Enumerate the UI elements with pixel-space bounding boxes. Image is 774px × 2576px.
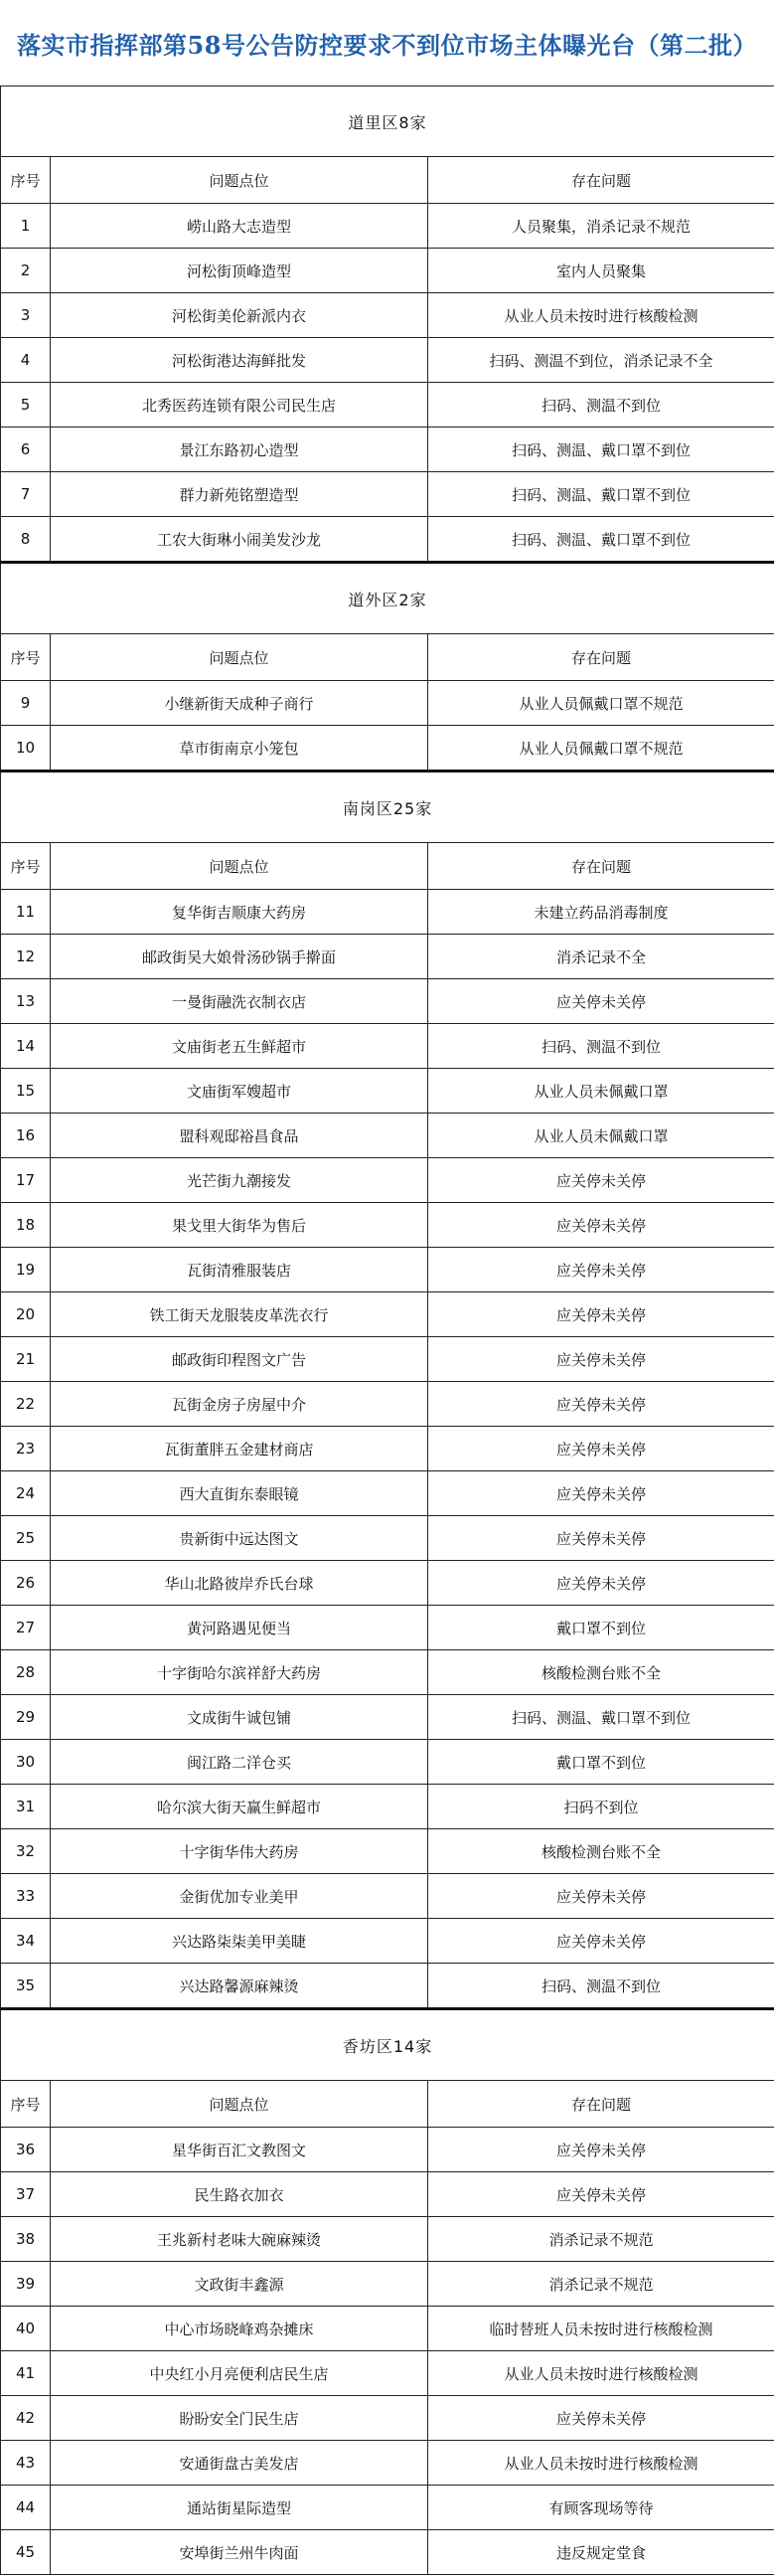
column-header-issue: 存在问题 [428, 157, 774, 204]
section-title: 南岗区25家 [1, 772, 774, 843]
table-row [1, 2486, 774, 2530]
row-index: 27 [1, 1606, 51, 1650]
table-row [1, 1158, 774, 1203]
column-header-row [1, 2081, 774, 2128]
row-location: 通站街星际造型 [51, 2486, 428, 2530]
row-index: 13 [1, 979, 51, 1024]
row-location: 文庙街老五生鲜超市 [51, 1024, 428, 1069]
row-location: 河松街美伦新派内衣 [51, 293, 428, 338]
row-issue: 戴口罩不到位 [428, 1606, 774, 1650]
row-index: 8 [1, 517, 51, 563]
row-location: 瓦街金房子房屋中介 [51, 1382, 428, 1427]
row-issue: 应关停未关停 [428, 1203, 774, 1248]
row-index: 40 [1, 2307, 51, 2351]
table-row [1, 979, 774, 1024]
row-index: 43 [1, 2441, 51, 2486]
column-header-issue: 存在问题 [428, 843, 774, 890]
table-row [1, 1427, 774, 1471]
row-location: 复华街吉顺康大药房 [51, 890, 428, 935]
table-row [1, 293, 774, 338]
row-location: 王兆新村老味大碗麻辣烫 [51, 2217, 428, 2262]
section-title: 香坊区14家 [1, 2009, 774, 2081]
row-index: 21 [1, 1337, 51, 1382]
row-location: 瓦街清雅服装店 [51, 1248, 428, 1292]
row-issue: 核酸检测台账不全 [428, 1650, 774, 1695]
row-index: 17 [1, 1158, 51, 1203]
row-issue: 从业人员未佩戴口罩 [428, 1069, 774, 1114]
row-location: 闽江路二洋仓买 [51, 1740, 428, 1785]
row-issue: 人员聚集，消杀记录不规范 [428, 204, 774, 249]
table-row [1, 2262, 774, 2307]
column-header-location: 问题点位 [51, 634, 428, 681]
column-header-location: 问题点位 [51, 157, 428, 204]
row-index: 14 [1, 1024, 51, 1069]
row-issue: 扫码、测温、戴口罩不到位 [428, 1695, 774, 1740]
row-location: 西大直街东泰眼镜 [51, 1471, 428, 1516]
table-row [1, 1024, 774, 1069]
table-row [1, 1561, 774, 1606]
row-location: 中央红小月亮便利店民生店 [51, 2351, 428, 2396]
row-index: 5 [1, 383, 51, 428]
row-issue: 应关停未关停 [428, 1919, 774, 1964]
section-header-row [1, 86, 774, 157]
row-location: 民生路衣加衣 [51, 2172, 428, 2217]
row-index: 33 [1, 1874, 51, 1919]
table-row [1, 1203, 774, 1248]
table-row [1, 1337, 774, 1382]
row-issue: 应关停未关停 [428, 1292, 774, 1337]
row-location: 邮政街吴大娘骨汤砂锅手擀面 [51, 935, 428, 979]
table-row [1, 472, 774, 517]
row-index: 12 [1, 935, 51, 979]
row-issue: 应关停未关停 [428, 1337, 774, 1382]
row-index: 24 [1, 1471, 51, 1516]
row-location: 瓦街董胖五金建材商店 [51, 1427, 428, 1471]
column-header-index: 序号 [1, 843, 51, 890]
row-issue: 违反规定堂食 [428, 2530, 774, 2575]
row-index: 36 [1, 2128, 51, 2172]
column-header-location: 问题点位 [51, 2081, 428, 2128]
table-row [1, 1695, 774, 1740]
row-location: 草市街南京小笼包 [51, 726, 428, 772]
row-location: 文政街丰鑫源 [51, 2262, 428, 2307]
table-row [1, 2217, 774, 2262]
column-header-issue: 存在问题 [428, 634, 774, 681]
table-row [1, 383, 774, 428]
row-issue: 从业人员未按时进行核酸检测 [428, 293, 774, 338]
table-row [1, 2530, 774, 2575]
row-issue: 有顾客现场等待 [428, 2486, 774, 2530]
row-index: 19 [1, 1248, 51, 1292]
row-index: 34 [1, 1919, 51, 1964]
row-issue: 扫码、测温不到位 [428, 383, 774, 428]
row-issue: 扫码、测温、戴口罩不到位 [428, 517, 774, 563]
row-issue: 扫码、测温、戴口罩不到位 [428, 428, 774, 472]
row-location: 哈尔滨大街天赢生鲜超市 [51, 1785, 428, 1829]
row-issue: 应关停未关停 [428, 1516, 774, 1561]
table-row [1, 1874, 774, 1919]
row-issue: 从业人员佩戴口罩不规范 [428, 681, 774, 726]
row-index: 16 [1, 1114, 51, 1158]
row-location: 景江东路初心造型 [51, 428, 428, 472]
row-location: 文庙街军嫂超市 [51, 1069, 428, 1114]
row-location: 兴达路柒柒美甲美睫 [51, 1919, 428, 1964]
table-row [1, 1114, 774, 1158]
row-location: 安埠街兰州牛肉面 [51, 2530, 428, 2575]
section-header-row [1, 772, 774, 843]
column-header-index: 序号 [1, 2081, 51, 2128]
table-row [1, 1964, 774, 2009]
row-index: 37 [1, 2172, 51, 2217]
row-location: 邮政街印程图文广告 [51, 1337, 428, 1382]
row-index: 38 [1, 2217, 51, 2262]
table-row [1, 1516, 774, 1561]
row-index: 6 [1, 428, 51, 472]
row-location: 铁工街天龙服装皮革洗衣行 [51, 1292, 428, 1337]
table-row [1, 681, 774, 726]
section-header-row [1, 563, 774, 634]
row-location: 崂山路大志造型 [51, 204, 428, 249]
row-issue: 应关停未关停 [428, 1471, 774, 1516]
row-location: 中心市场晓峰鸡杂摊床 [51, 2307, 428, 2351]
table-row [1, 1382, 774, 1427]
table-row [1, 1650, 774, 1695]
row-index: 45 [1, 2530, 51, 2575]
row-issue: 应关停未关停 [428, 2128, 774, 2172]
row-index: 32 [1, 1829, 51, 1874]
table-row [1, 1785, 774, 1829]
column-header-row [1, 157, 774, 204]
row-location: 盟科观邸裕昌食品 [51, 1114, 428, 1158]
row-location: 群力新苑铭塑造型 [51, 472, 428, 517]
row-issue: 扫码不到位 [428, 1785, 774, 1829]
table-row [1, 428, 774, 472]
row-location: 一曼街融洗衣制衣店 [51, 979, 428, 1024]
column-header-row [1, 634, 774, 681]
table-row [1, 204, 774, 249]
row-issue: 扫码、测温不到位 [428, 1024, 774, 1069]
row-location: 贵新街中远达图文 [51, 1516, 428, 1561]
table-row [1, 1248, 774, 1292]
row-location: 盼盼安全门民生店 [51, 2396, 428, 2441]
table-row [1, 726, 774, 772]
row-index: 29 [1, 1695, 51, 1740]
row-location: 安通街盘古美发店 [51, 2441, 428, 2486]
row-issue: 应关停未关停 [428, 2172, 774, 2217]
row-issue: 室内人员聚集 [428, 249, 774, 293]
row-issue: 应关停未关停 [428, 1427, 774, 1471]
table-row [1, 1919, 774, 1964]
page-title: 落实市指挥部第58号公告防控要求不到位市场主体曝光台（第二批） [17, 30, 757, 60]
exposure-table [0, 86, 774, 2575]
row-index: 26 [1, 1561, 51, 1606]
row-location: 河松街顶峰造型 [51, 249, 428, 293]
row-location: 兴达路馨源麻辣烫 [51, 1964, 428, 2009]
row-issue: 消杀记录不全 [428, 935, 774, 979]
row-issue: 应关停未关停 [428, 1248, 774, 1292]
row-location: 北秀医药连锁有限公司民生店 [51, 383, 428, 428]
row-index: 39 [1, 2262, 51, 2307]
row-index: 15 [1, 1069, 51, 1114]
table-row [1, 517, 774, 563]
table-row [1, 2172, 774, 2217]
table-body [1, 86, 774, 2575]
table-row [1, 1829, 774, 1874]
row-location: 星华街百汇文教图文 [51, 2128, 428, 2172]
row-index: 20 [1, 1292, 51, 1337]
row-issue: 应关停未关停 [428, 1382, 774, 1427]
row-issue: 从业人员未按时进行核酸检测 [428, 2351, 774, 2396]
row-issue: 扫码、测温不到位 [428, 1964, 774, 2009]
row-index: 2 [1, 249, 51, 293]
row-index: 4 [1, 338, 51, 383]
row-index: 7 [1, 472, 51, 517]
row-index: 41 [1, 2351, 51, 2396]
row-issue: 应关停未关停 [428, 1874, 774, 1919]
column-header-index: 序号 [1, 157, 51, 204]
table-row [1, 338, 774, 383]
table-row [1, 935, 774, 979]
row-location: 河松街港达海鲜批发 [51, 338, 428, 383]
table-row [1, 890, 774, 935]
row-issue: 扫码、测温、戴口罩不到位 [428, 472, 774, 517]
row-index: 18 [1, 1203, 51, 1248]
row-index: 35 [1, 1964, 51, 2009]
row-index: 31 [1, 1785, 51, 1829]
row-location: 十字街哈尔滨祥舒大药房 [51, 1650, 428, 1695]
table-row [1, 2128, 774, 2172]
row-index: 44 [1, 2486, 51, 2530]
row-location: 十字街华伟大药房 [51, 1829, 428, 1874]
row-issue: 从业人员未按时进行核酸检测 [428, 2441, 774, 2486]
row-index: 23 [1, 1427, 51, 1471]
row-issue: 应关停未关停 [428, 2396, 774, 2441]
row-index: 42 [1, 2396, 51, 2441]
row-location: 果戈里大街华为售后 [51, 1203, 428, 1248]
row-location: 文成街牛诚包铺 [51, 1695, 428, 1740]
table-row [1, 1292, 774, 1337]
table-row [1, 2351, 774, 2396]
row-index: 3 [1, 293, 51, 338]
row-issue: 扫码、测温不到位，消杀记录不全 [428, 338, 774, 383]
row-index: 11 [1, 890, 51, 935]
row-location: 光芒街九潮接发 [51, 1158, 428, 1203]
table-row [1, 249, 774, 293]
section-title: 道外区2家 [1, 563, 774, 634]
table-row [1, 1606, 774, 1650]
table-row [1, 2396, 774, 2441]
column-header-row [1, 843, 774, 890]
table-row [1, 2441, 774, 2486]
section-title: 道里区8家 [1, 86, 774, 157]
row-index: 22 [1, 1382, 51, 1427]
row-location: 小继新街天成种子商行 [51, 681, 428, 726]
row-index: 10 [1, 726, 51, 772]
table-row [1, 2307, 774, 2351]
row-issue: 从业人员佩戴口罩不规范 [428, 726, 774, 772]
row-issue: 核酸检测台账不全 [428, 1829, 774, 1874]
row-issue: 未建立药品消毒制度 [428, 890, 774, 935]
column-header-index: 序号 [1, 634, 51, 681]
row-index: 30 [1, 1740, 51, 1785]
row-issue: 应关停未关停 [428, 1158, 774, 1203]
row-issue: 消杀记录不规范 [428, 2217, 774, 2262]
table-row [1, 1471, 774, 1516]
row-index: 25 [1, 1516, 51, 1561]
column-header-issue: 存在问题 [428, 2081, 774, 2128]
row-location: 黄河路遇见便当 [51, 1606, 428, 1650]
section-header-row [1, 2009, 774, 2081]
row-index: 28 [1, 1650, 51, 1695]
row-location: 华山北路彼岸乔氏台球 [51, 1561, 428, 1606]
row-issue: 临时替班人员未按时进行核酸检测 [428, 2307, 774, 2351]
row-location: 工农大街琳小闹美发沙龙 [51, 517, 428, 563]
row-index: 9 [1, 681, 51, 726]
row-issue: 从业人员未佩戴口罩 [428, 1114, 774, 1158]
table-row [1, 1069, 774, 1114]
row-issue: 应关停未关停 [428, 979, 774, 1024]
row-location: 金街优加专业美甲 [51, 1874, 428, 1919]
table-row [1, 1740, 774, 1785]
column-header-location: 问题点位 [51, 843, 428, 890]
row-issue: 消杀记录不规范 [428, 2262, 774, 2307]
row-index: 1 [1, 204, 51, 249]
row-issue: 应关停未关停 [428, 1561, 774, 1606]
row-issue: 戴口罩不到位 [428, 1740, 774, 1785]
